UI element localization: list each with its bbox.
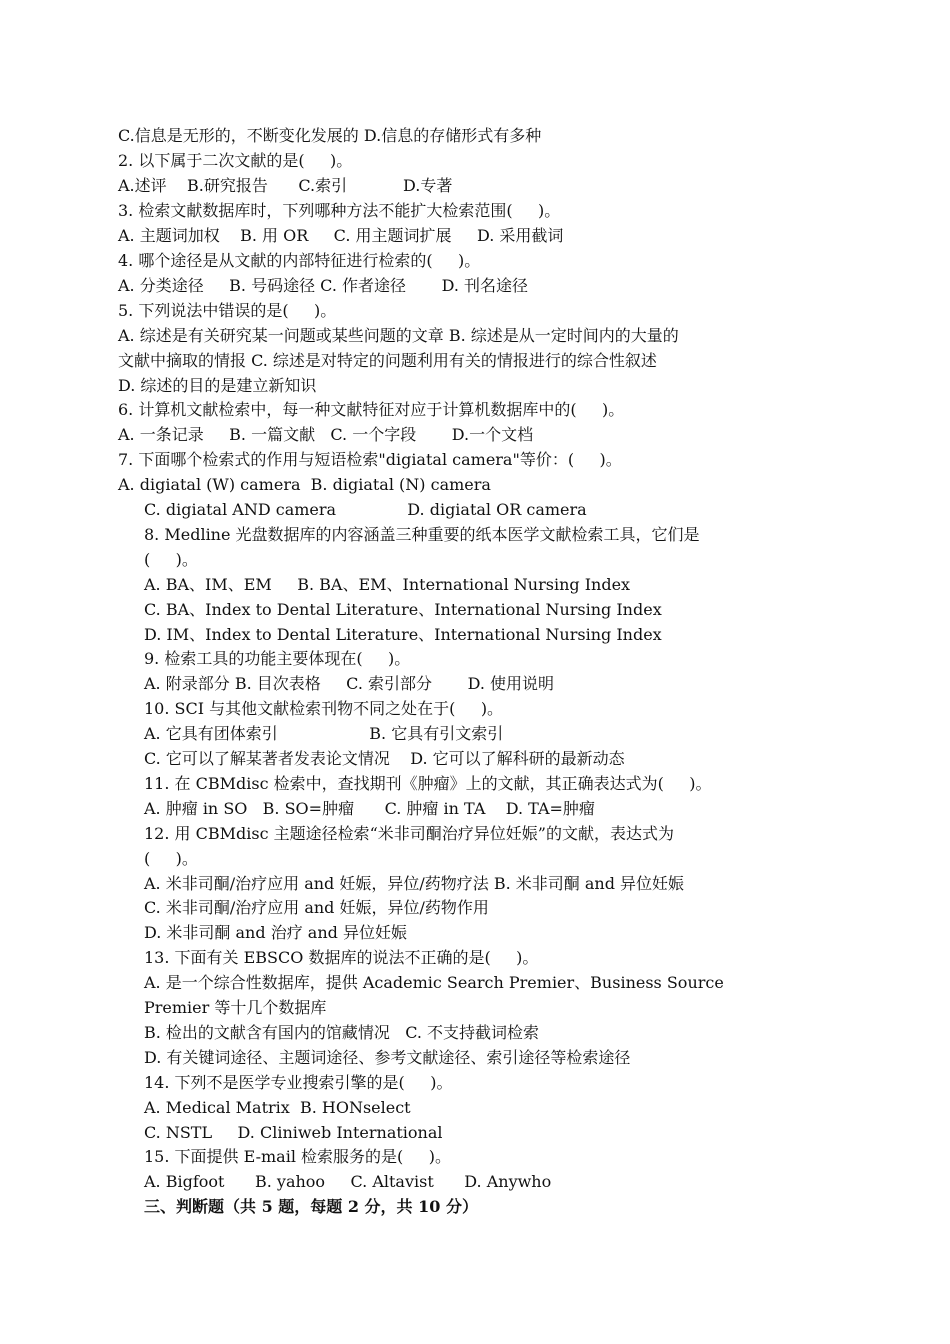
options-10-line-1: A. 它具有团体索引 B. 它具有引文索引 [144,724,504,743]
options-10-line-2: C. 它可以了解某著者发表论文情况 D. 它可以了解科研的最新动态 [144,749,625,768]
options-8-c: C. BA、Index to Dental Literature、International Nursing Index [144,600,662,619]
question-4: 4. 哪个途径是从文献的内部特征进行检索的( )。 [118,251,481,270]
question-13: 13. 下面有关 EBSCO 数据库的说法不正确的是( )。 [144,948,539,967]
options-4: A. 分类途径 B. 号码途径 C. 作者途径 D. 刊名途径 [118,276,529,295]
options-7-line-1: A. digiatal (W) camera B. digiatal (N) camera [118,475,491,494]
question-15: 15. 下面提供 E-mail 检索服务的是( )。 [144,1147,451,1166]
question-6: 6. 计算机文献检索中，每一种文献特征对应于计算机数据库中的( )。 [118,400,625,419]
options-3: A. 主题词加权 B. 用 OR C. 用主题词扩展 D. 采用截词 [118,226,564,245]
question-9: 9. 检索工具的功能主要体现在( )。 [144,649,411,668]
options-14-line-1: A. Medical Matrix B. HONselect [144,1098,411,1117]
options-6: A. 一条记录 B. 一篇文献 C. 一个字段 D.一个文档 [118,425,534,444]
question-5: 5. 下列说法中错误的是( )。 [118,301,337,320]
options-13-d: D. 有关键词途径、主题词途径、参考文献途径、索引途径等检索途径 [144,1048,631,1067]
options-9: A. 附录部分 B. 目次表格 C. 索引部分 D. 使用说明 [144,674,555,693]
options-2: A.述评 B.研究报告 C.索引 D.专著 [118,176,453,195]
question-7: 7. 下面哪个检索式的作用与短语检索"digiatal camera"等价：( )。 [118,450,622,469]
options-13-a-line-1: A. 是一个综合性数据库，提供 Academic Search Premier、Business Source [144,973,724,992]
options-13-b: B. 检出的文献含有国内的馆藏情况 C. 不支持截词检索 [144,1023,540,1042]
options-8-d: D. IM、Index to Dental Literature、International Nursing Index [144,625,662,644]
question-12-blank: ( )。 [144,849,198,868]
options-5-line-2: 文献中摘取的情报 C. 综述是对特定的问题利用有关的情报进行的综合性叙述 [118,351,657,370]
options-12-a: A. 米非司酮/治疗应用 and 妊娠，异位/药物疗法 B. 米非司酮 and 异位妊娠 [144,874,685,893]
question-8-blank: ( )。 [144,550,198,569]
section-heading: 三、判断题（共 5 题，每题 2 分，共 10 分） [144,1197,478,1216]
options-13-a-line-2: Premier 等十几个数据库 [144,998,327,1017]
options-8-a: A. BA、IM、EM B. BA、EM、International Nursing Index [144,575,631,594]
question-11: 11. 在 CBMdisc 检索中，查找期刊《肿瘤》上的文献，其正确表达式为( )。 [144,774,712,793]
options-5-line-3: D. 综述的目的是建立新知识 [118,376,317,395]
options-12-c: C. 米非司酮/治疗应用 and 妊娠，异位/药物作用 [144,898,489,917]
text-line: C.信息是无形的，不断变化发展的 D.信息的存储形式有多种 [118,126,542,145]
question-3: 3. 检索文献数据库时，下列哪种方法不能扩大检索范围( )。 [118,201,561,220]
options-11: A. 肿瘤 in SO B. SO=肿瘤 C. 肿瘤 in TA D. TA=肿瘤 [144,799,595,818]
question-8: 8. Medline 光盘数据库的内容涵盖三种重要的纸本医学文献检索工具，它们是 [144,525,700,544]
question-10: 10. SCI 与其他文献检索刊物不同之处在于( )。 [144,699,504,718]
options-7-line-2: C. digiatal AND camera D. digiatal OR camera [144,500,587,519]
options-15: A. Bigfoot B. yahoo C. Altavist D. Anywho [144,1172,552,1191]
options-14-line-2: C. NSTL D. Cliniweb International [144,1123,443,1142]
options-12-d: D. 米非司酮 and 治疗 and 异位妊娠 [144,923,407,942]
question-14: 14. 下列不是医学专业搜索引擎的是( )。 [144,1073,453,1092]
question-12: 12. 用 CBMdisc 主题途径检索“米非司酮治疗异位妊娠”的文献，表达式为 [144,824,674,843]
options-5-line-1: A. 综述是有关研究某一问题或某些问题的文章 B. 综述是从一定时间内的大量的 [118,326,679,345]
question-2: 2. 以下属于二次文献的是( )。 [118,151,353,170]
